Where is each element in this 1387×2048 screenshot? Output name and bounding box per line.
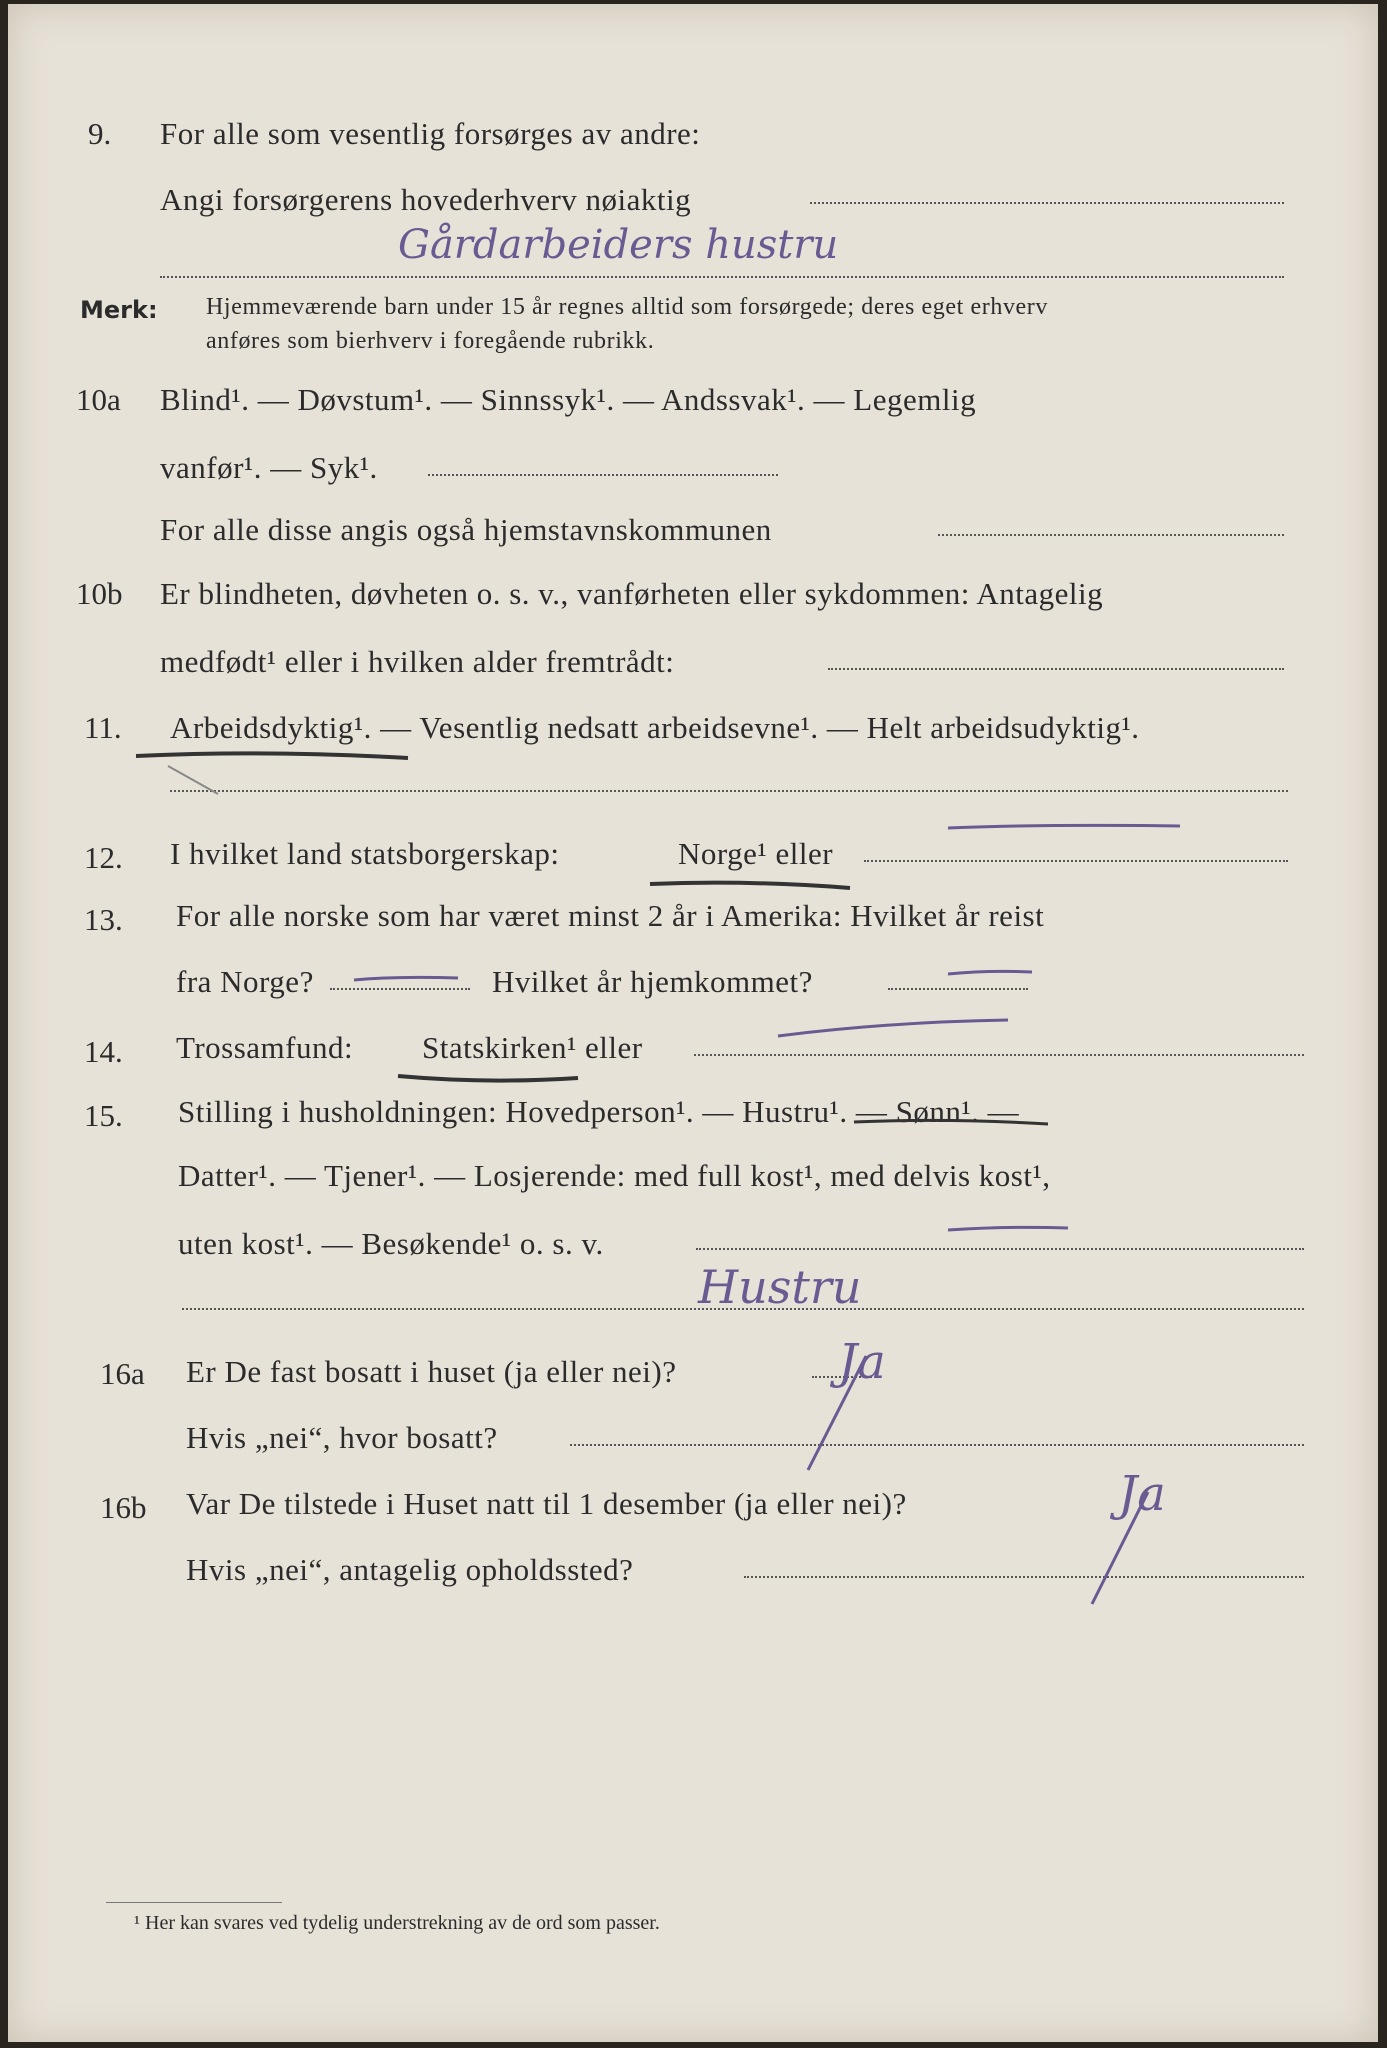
q9-subquestion: Angi forsørgerens hovederhverv nøiaktig: [160, 182, 692, 217]
q13-number: 13.: [84, 902, 123, 937]
q13-line2a: fra Norge?: [176, 964, 314, 999]
underline-statskirken: [398, 1076, 578, 1081]
q15-handwritten-answer: Hustru: [698, 1260, 862, 1314]
q16b-line1: Var De tilstede i Huset natt til 1 desember (ja eller nei)?: [186, 1486, 907, 1521]
dash-q13-left: [354, 977, 458, 980]
q10a-number: 10a: [76, 382, 121, 417]
q14-option-statskirken: Statskirken¹ eller: [422, 1030, 643, 1065]
q13-line2b: Hvilket år hjemkommet?: [492, 964, 813, 999]
q16a-number: 16a: [100, 1356, 145, 1391]
q10a-line3: For alle disse angis også hjemstavnskommunen: [160, 512, 772, 547]
dash-q13-right: [948, 971, 1032, 974]
stroke-q16a: [808, 1356, 866, 1470]
q15-line1: Stilling i husholdningen: Hovedperson¹. — Hustru¹. — Sønn¹. —: [178, 1094, 1020, 1129]
q10a-line1: Blind¹. — Døvstum¹. — Sinnssyk¹. — Andssvak¹. — Legemlig: [160, 382, 977, 417]
q10b-number: 10b: [76, 576, 123, 611]
q11-number: 11.: [84, 710, 122, 745]
q15-line2: Datter¹. — Tjener¹. — Losjerende: med full kost¹, med delvis kost¹,: [178, 1158, 1051, 1193]
q11-options: Arbeidsdyktig¹. — Vesentlig nedsatt arbeidsevne¹. — Helt arbeidsudyktig¹.: [170, 710, 1140, 745]
census-form-page: [8, 4, 1378, 2042]
q14-number: 14.: [84, 1034, 123, 1069]
q10b-line2: medfødt¹ eller i hvilken alder fremtrådt:: [160, 644, 675, 679]
dash-q12: [948, 825, 1180, 828]
q14-question: Trossamfund:: [176, 1030, 354, 1065]
merk-note-line2: anføres som bierhverv i foregående rubrikk.: [206, 328, 655, 354]
q10b-line1: Er blindheten, døvheten o. s. v., vanførheten eller sykdommen: Antagelig: [160, 576, 1104, 611]
q16a-line1: Er De fast bosatt i huset (ja eller nei)?: [186, 1354, 677, 1389]
underline-arbeidsdyktig: [136, 753, 408, 758]
merk-note-line1: Hjemmeværende barn under 15 år regnes alltid som forsørgede; deres eget erhverv: [206, 294, 1049, 320]
footnote: ¹ Her kan svares ved tydelig understrekning av de ord som passer.: [134, 1912, 660, 1934]
q10a-line2: vanfør¹. — Syk¹.: [160, 450, 378, 485]
q16b-handwritten-answer: Ja: [1118, 1466, 1166, 1522]
q9-question: For alle som vesentlig forsørges av andre:: [160, 116, 701, 151]
q15-line3: uten kost¹. — Besøkende¹ o. s. v.: [178, 1226, 604, 1261]
stroke-q16b: [1092, 1492, 1148, 1604]
q9-handwritten-answer: Gårdarbeiders hustru: [398, 222, 839, 268]
q16a-line2: Hvis „nei“, hvor bosatt?: [186, 1420, 498, 1455]
q16a-handwritten-answer: Ja: [838, 1334, 886, 1390]
mark-q11: [168, 766, 218, 794]
q15-number: 15.: [84, 1098, 123, 1133]
q9-number: 9.: [88, 116, 112, 151]
q12-option-norge: Norge¹ eller: [678, 836, 834, 871]
pen-marks-layer: [8, 4, 1378, 2042]
q16b-line2: Hvis „nei“, antagelig opholdssted?: [186, 1552, 634, 1587]
underline-norge: [650, 883, 850, 888]
q12-number: 12.: [84, 840, 123, 875]
q12-question: I hvilket land statsborgerskap:: [170, 836, 560, 871]
underline-hustru: [854, 1120, 1048, 1124]
dash-q14: [778, 1020, 1008, 1036]
dash-q15: [948, 1227, 1068, 1230]
q13-line1: For alle norske som har været minst 2 år i Amerika: Hvilket år reist: [176, 898, 1045, 933]
q16b-number: 16b: [100, 1490, 147, 1525]
merk-label: Merk:: [80, 296, 158, 324]
